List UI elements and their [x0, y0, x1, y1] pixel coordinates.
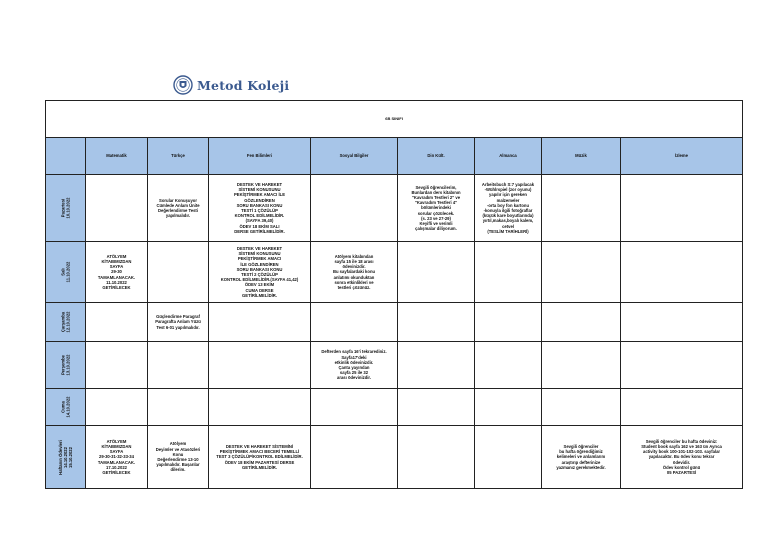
homework-cell	[148, 389, 209, 426]
homework-cell	[398, 426, 475, 489]
homework-cell	[621, 175, 743, 242]
table-row	[46, 389, 743, 426]
homework-cell	[311, 389, 398, 426]
class-title: 6B SINIFI	[46, 101, 743, 138]
homework-cell: Sevgili öğrenciler bu hafta öğrendiğimiz kelimeleri ve anlamlarını araştırıp defterinize yazmanız gerekmektedir.	[542, 426, 621, 489]
homework-cell: Atölyem Deyimler ve Atasözleri Konu Değerlendirme 13-10 yapılmalıdır. Başarılar dilerim.	[148, 426, 209, 489]
homework-cell	[621, 389, 743, 426]
day-label: Pazartesi 10.10.2022	[60, 197, 71, 219]
homework-cell: Sorular Konuşuyor Cümlede Anlam Ünite Değerlendirme Testi yapılmalıdır.	[148, 175, 209, 242]
homework-cell	[86, 175, 148, 242]
homework-cell	[621, 242, 743, 303]
homework-cell	[311, 175, 398, 242]
homework-cell	[475, 303, 542, 342]
homework-cell	[311, 303, 398, 342]
homework-cell	[621, 342, 743, 389]
day-label: Haftanın Ödevleri 14.10.2022 15.10.2022	[57, 439, 73, 475]
homework-cell	[209, 389, 311, 426]
homework-cell: Sevgili öğrenciler bu hafta ödeviniz: Student book sayfa 162 ve 163 ün Ayrıca activity book 100-101-102-103. sayfalar yapılacaktır. Bu ödev konu tekrar ödevidir. Ödev kontrol günü 05 PAZARTESİ	[621, 426, 743, 489]
school-crest-icon	[173, 74, 193, 96]
homework-cell: Sevgili öğrencilerim, Bunlardan ders kitabının "Kavradım Testleri 2" ve "Kavradım Testleri 4" bölümlerindeki sorular çözülecek. (s. 23 ve 27-29) Keyifli ve verimli çalışmalar diliyorum.	[398, 175, 475, 242]
day-label-cell	[46, 242, 86, 303]
column-header: İzleme	[621, 138, 743, 175]
homework-cell	[86, 303, 148, 342]
subject-header-row	[46, 138, 743, 175]
homework-cell	[542, 389, 621, 426]
homework-cell	[475, 389, 542, 426]
homework-cell	[398, 242, 475, 303]
day-label: Salı 11.10.2022	[60, 261, 71, 283]
school-logo	[173, 74, 289, 96]
column-header: Fen Bilimleri	[209, 138, 311, 175]
homework-cell: DESTEK VE HAREKET SİSTEMİ KONUSUNU PEKİŞTİRMEK AMACI İLE GÖZLENDİREN SORU BANKASI KONU TESTİ 2 ÇÖZÜLÜP KONTROL EDİLMELİDİR.(SAYFA 41,42) ÖDEV 13 EKİM CUMA DERSE GETİRİLMELİDİR.	[209, 242, 311, 303]
day-label: Çarşamba 12.10.2022	[60, 311, 71, 333]
homework-cell	[398, 342, 475, 389]
homework-cell	[86, 389, 148, 426]
homework-cell	[148, 242, 209, 303]
table-row	[46, 426, 743, 489]
homework-cell: Arbeitsbuch S:7 yapılacak -Wühlrspiel (zor oyunu) yapılır için gereken malzemeler -orta boy fon kartonu -konuyla ilgili fotoğraflar (küçük kare boyutlarında) yırtıl,makas,boyalı kalem, cetvel (TESLİM TARİHLERİ)	[475, 175, 542, 242]
day-label: Cuma 14.10.2022	[60, 396, 71, 418]
day-label-cell	[46, 426, 86, 489]
table-row	[46, 242, 743, 303]
table-row	[46, 303, 743, 342]
day-label-cell	[46, 342, 86, 389]
day-label-cell	[46, 175, 86, 242]
homework-cell	[86, 342, 148, 389]
homework-cell: Güçlendirme Paragraf Paragrafta Anlam Yüzü Test 6-01 yapılmalıdır.	[148, 303, 209, 342]
homework-cell	[311, 426, 398, 489]
weekly-homework-table	[45, 100, 743, 489]
homework-cell	[209, 342, 311, 389]
homework-cell: ATÖLYEM KİTABIMIZDAN SAYFA 29-30-31-32-33-34 TAMAMLANACAK. 17.10.2022 GETİRİLECEK	[86, 426, 148, 489]
column-header: Sosyal Bilgiler	[311, 138, 398, 175]
day-label-cell	[46, 389, 86, 426]
homework-cell	[621, 303, 743, 342]
column-header: Türkçe	[148, 138, 209, 175]
homework-cell: DESTEK VE HAREKET SİSTEMİ KONUSUNU PEKİŞTİRMEK AMACI İLE GÖZLENDİREN SORU BANKASI KONU TESTİ 1 ÇÖZÜLÜP KONTROL EDİLMELİDİR. (SAYFA 39,40) ÖDEV 18 EKİM SALI DERSE GETİRİLMELİDİR.	[209, 175, 311, 242]
homework-cell	[542, 342, 621, 389]
day-label: Perşembe 13.10.2022	[60, 354, 71, 376]
homework-cell	[148, 342, 209, 389]
table-row	[46, 342, 743, 389]
homework-cell	[475, 342, 542, 389]
corner-cell	[46, 138, 86, 175]
homework-cell	[542, 242, 621, 303]
homework-cell	[475, 242, 542, 303]
homework-cell	[542, 303, 621, 342]
day-label-cell	[46, 303, 86, 342]
homework-cell: Atölyem kitabından sayfa 15 ile 18 arası ödevinizdir. Bu sayfalardaki konu anlatımı okunduktan sonra etkinlikleri ve testleri çözünüz.	[311, 242, 398, 303]
homework-cell: DESTEK VE HAREKET SİSTEMİNİ PEKİŞTİRMEK AMACI BECERİ TEMELLİ TEST 3 ÇÖZÜLÜP/KONTROL EDİLMELİDİR. ÖDEV 18 EKİM PAZARTESİ DERSE GETİRİLMELİDİR.	[209, 426, 311, 489]
homework-cell	[209, 303, 311, 342]
homework-cell	[398, 389, 475, 426]
column-header: Müzik	[542, 138, 621, 175]
homework-cell: ATÖLYEM KİTABIMIZDAN SAYFA 29-30 TAMAMLANACAK. 11.10.2022 GETİRİLECEK	[86, 242, 148, 303]
table-row	[46, 175, 743, 242]
homework-cell	[475, 426, 542, 489]
column-header: Din Kült.	[398, 138, 475, 175]
column-header: Almanca	[475, 138, 542, 175]
school-name: Metod Koleji	[197, 77, 290, 93]
homework-cell	[398, 303, 475, 342]
homework-cell: Defterden sayfa 16'i tekrarediniz. Sayfa17'deki etkinlik ödevinizdir. Çanta yayından sayfa 25 ile 32 arası ödevinizdir.	[311, 342, 398, 389]
table-title-row	[46, 101, 743, 138]
homework-cell	[542, 175, 621, 242]
column-header: Matematik	[86, 138, 148, 175]
